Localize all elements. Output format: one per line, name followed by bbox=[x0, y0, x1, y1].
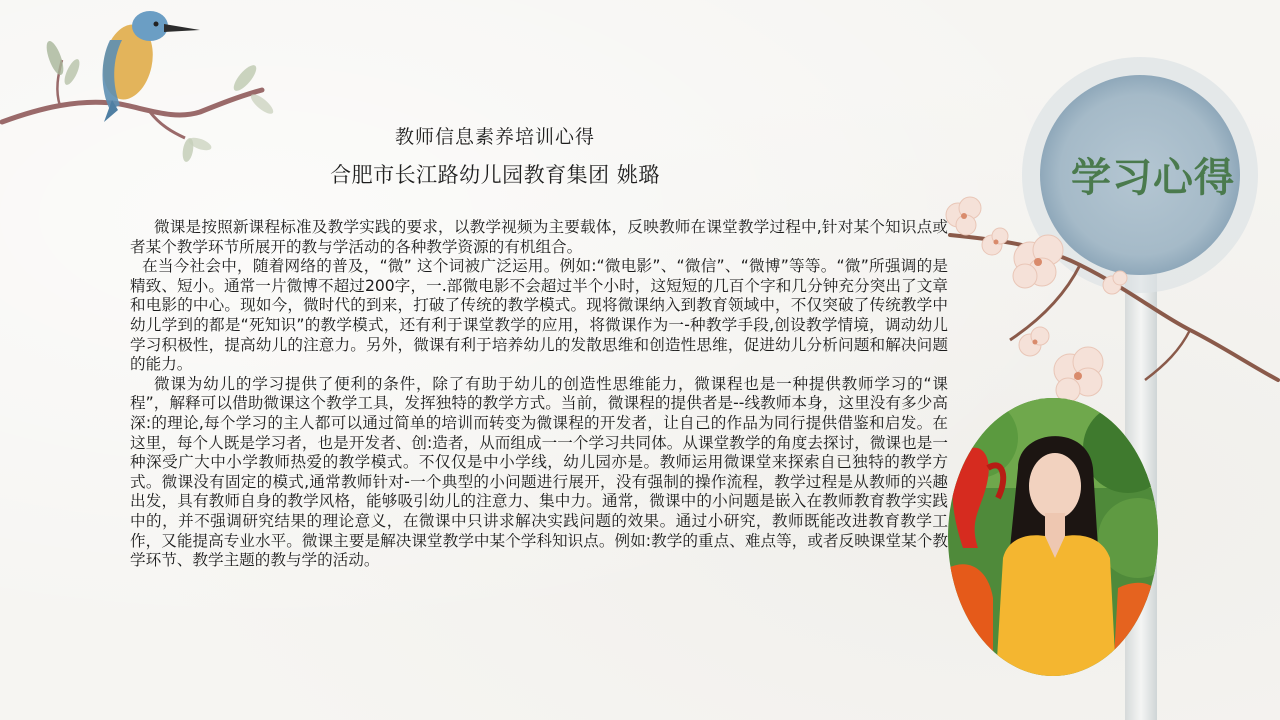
author-line: 合肥市长江路幼儿园教育集团 姚璐 bbox=[330, 163, 660, 187]
page-title: 教师信息素养培训心得 bbox=[394, 126, 595, 148]
author-portrait-photo bbox=[948, 398, 1158, 676]
kingfisher-bird-illustration bbox=[0, 0, 290, 170]
article-body bbox=[130, 218, 948, 571]
paragraph-3: 微课为幼儿的学习提供了便利的条件，除了有助于幼儿的创造性思维能力，微课程也是一种提供教师学习的“课程”，解释可以借助微课这个教学工具，发挥独特的教学方式。当前，微课程的提供者是--线教师本身，这里没有多少高深:的理论,每个学习的主人都可以通过简单的培训而转变为微课程的开发者，让自己的作品为同行提供借鉴和启发。在这里，每个人既是学习者，也是开发者、创:造者，从而组成一一个学习共同体。从课堂教学的角度去探讨，微课也是一种深受广大中小学教师热爱的教学模式。不仅仅是中小学线，幼儿园亦是。教师运用微课堂来探索自已独特的教学方式。微课没有固定的模式,通常教师针对-一个典型的小问题进行展开，没有强制的操作流程，教学过程是从教师的兴趣出发，具有教师自身的教学风格，能够吸引幼儿的注意力、集中力。通常，微课中的小问题是嵌入在教师教育教学实践中的，并不强调研究结果的理论意义，在微课中只讲求解决实践问题的效果。通过小研究，教师既能改进教育教学工作，又能提高专业水平。微课主要是解决课堂教学中某个学科知识点。例如:教学的重点、难点等，或者反映课堂某个教学环节、教学主题的教与学的活动。 bbox=[130, 374, 948, 570]
badge-label: 学习心得 bbox=[1071, 155, 1235, 201]
paragraph-1: 微课是按照新课程标准及教学实践的要求，以教学视频为主要载体，反映教师在课堂教学过程中,针对某个知识点或者某个教学环节所展开的教与学活动的各种教学资源的有机组合。 bbox=[130, 218, 948, 256]
title-block bbox=[250, 122, 740, 189]
paragraph-2: 在当今社会中，随着网络的普及，“微” 这个词被广泛运用。例如:“微电影”、“微信”、“微博”等等。“微”所强调的是精致、短小。通常一片微博不超过200字，一.部微电影不会超过半个小时，这短短的几百个字和几分钟充分突出了文章和电影的中心。现如今，微时代的到来，打破了传统的教学模式。现将微课纳入到教育领域中，不仅突破了传统教学中幼儿学到的都是“死知识”的教学模式，还有利于课堂教学的应用，将微课作为一-种教学手段,创设教学情境，调动幼儿学习积极性，提高幼儿的注意力。另外，微课有利于培养幼儿的发散思维和创造性思维，促进幼儿分析问题和解决问题的能力。 bbox=[130, 257, 948, 374]
